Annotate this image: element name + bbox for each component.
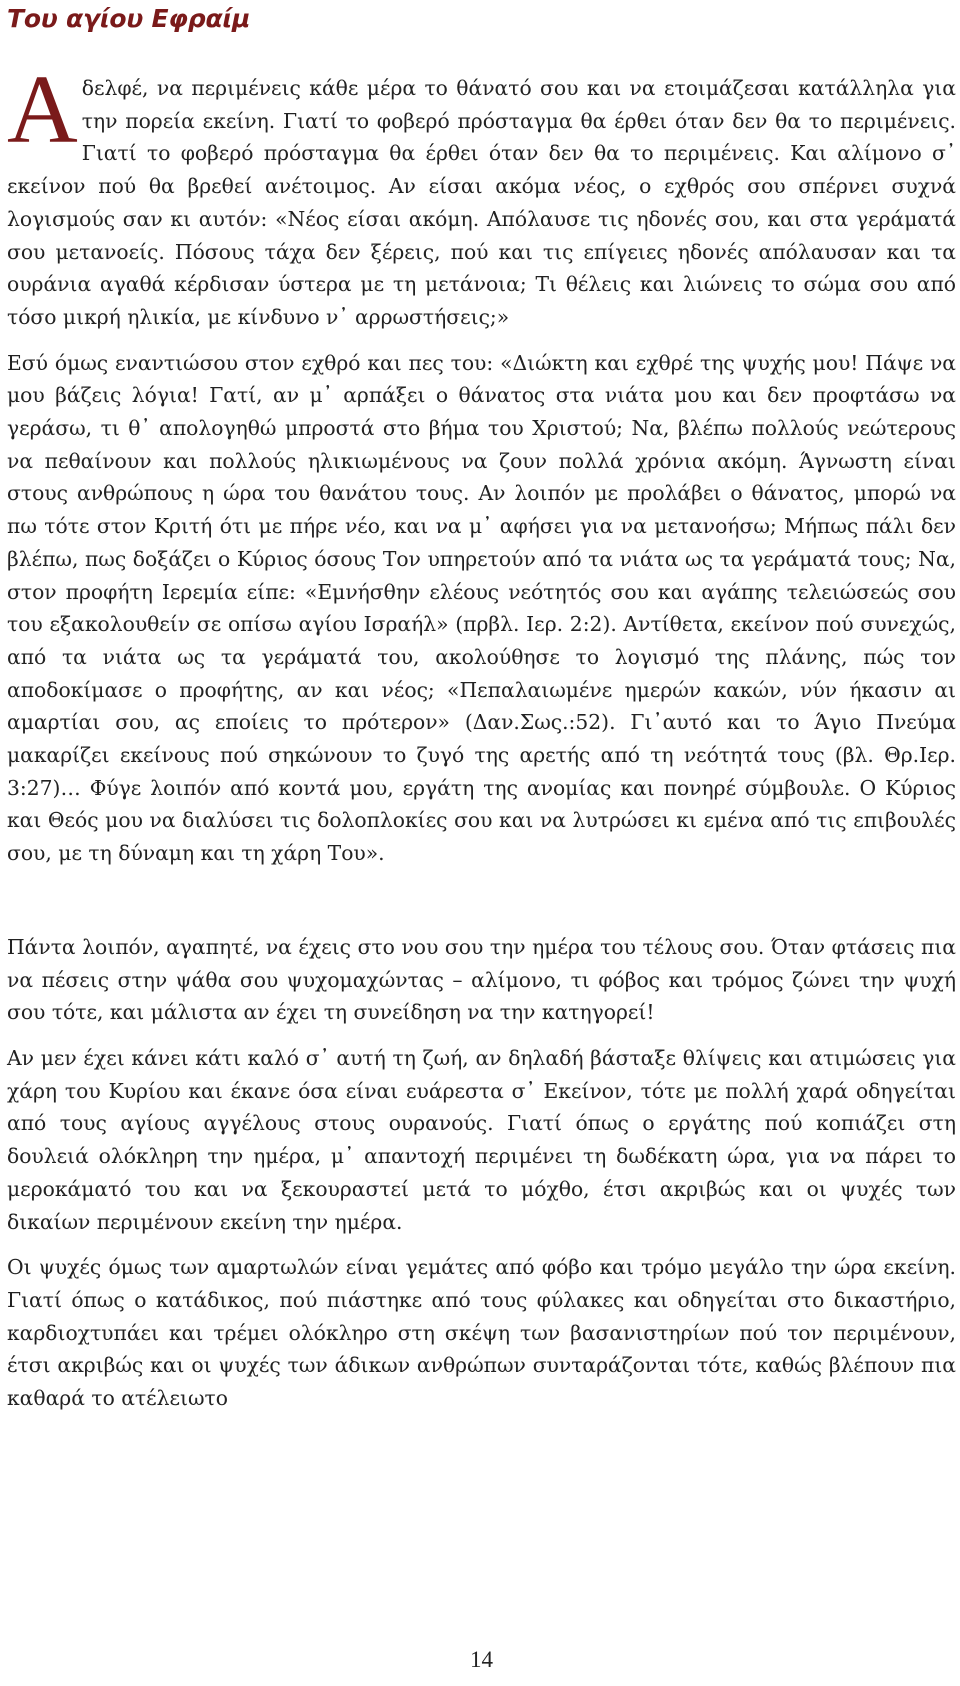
paragraph-5: Οι ψυχές όμως των αμαρτωλών είναι γεμάτες από φόβο και τρόμο μεγάλο την ώρα εκείνη. Γιατί όπως ο κατάδικος, πού πιάστηκε από τους φύλακες και οδηγείται στο δικαστήριο, καρδιοχτυπάει και τρέμει ολόκληρο στη σκέψη των βασανιστηρίων πού τον περιμένουν, έτσι ακριβώς και οι ψυχές των άδικων ανθρώπων συνταράζονται τότε, καθώς βλέπουν πια καθαρά το ατέλειωτο: [7, 1255, 956, 1411]
paragraph-3: Πάντα λοιπόν, αγαπητέ, να έχεις στο νου σου την ημέρα του τέλους σου. Όταν φτάσεις πια να πέσεις στην ψάθα σου ψυχομαχώντας – αλίμονο, τι φόβος και τρόμος ζώνει την ψυχή σου τότε, και μάλιστα αν έχει τη συνείδηση να την κατηγορεί!: [7, 934, 956, 1025]
article-body: [7, 56, 956, 1428]
page-number: 14: [470, 1647, 493, 1672]
paragraph-4: Αν μεν έχει κάνει κάτι καλό σ᾽ αυτή τη ζωή, αν δηλαδή βάσταξε θλίψεις και ατιμώσεις για χάρη του Κυρίου και έκανε όσα είναι ευάρεστα σ᾽ Εκείνον, τότε με πολλή χαρά οδηγείται από τους αγίους αγγέλους στους ουρανούς. Γιατί όπως ο εργάτης πού κοπιάζει στη δουλειά ολόκληρη την ημέρα, μ᾽ απαντοχή περιμένει τη δωδέκατη ώρα, για να πάρει το μεροκάματό του και να ξεκουραστεί μετά το μόχθο, έτσι ακριβώς και οι ψυχές των δικαίων περιμένουν εκείνη την ημέρα.: [7, 1045, 956, 1234]
document-page: [7, 0, 956, 1686]
page-title: Του αγίου Εφραίμ: [7, 4, 251, 33]
drop-cap: Α: [7, 56, 78, 164]
paragraph-2: Εσύ όμως εναντιώσου στον εχθρό και πες του: «Διώκτη και εχθρέ της ψυχής μου! Πάψε να μου βάζεις λόγια! Γατί, αν μ᾽ αρπάξει ο θάνατος στα νιάτα μου και δεν προφτάσω να γεράσω, τι θ᾽ απολογηθώ μπροστά στο βήμα του Χριστού; Να, βλέπω πολλούς νεώτερους να πεθαίνουν και πολλούς ηλικιωμένους να ζουν πολλά χρόνια ακόμη. Άγνωστη είναι στους ανθρώπους η ώρα του θανάτου τους. Αν λοιπόν με προλάβει ο θάνατος, μπορώ να πω τότε στον Κριτή ότι με πήρε νέο, και να μ᾽ αφήσει για να μετανοήσω; Μήπως πάλι δεν βλέπω, πως δοξάζει ο Κύριος όσους Τον υπηρετούν από τα νιάτα ως τα γεράματά τους; Να, στον προφήτη Ιερεμία είπε: «Εμνήσθην ελέους νεότητός σου και αγάπης τελειώσεώς σου του εξακολουθείν σε οπίσω αγίου Ισραήλ» (πρβλ. Ιερ. 2:2). Αντίθετα, εκείνον πού συνεχώς, από τα νιάτα ως τα γεράματά του, ακολούθησε το λογισμό της πλάνης, πώς τον αποδοκίμασε ο προφήτης, αν και νέος; «Πεπαλαιωμένε ημερών κακών, νύν ήκασιν αι αμαρτίαι σου, ας εποίεις το πρότερον» (Δαν.Σως.:52). Γι᾽αυτό και το Άγιο Πνεύμα μακαρίζει εκείνους πού σηκώνουν το ζυγό της αρετής από τη νεότητά τους (βλ. Θρ.Ιερ. 3:27)… Φύγε λοιπόν από κοντά μου, εργάτη της ανομίας και πονηρέ σύμβουλε. Ο Κύριος και Θεός μου να διαλύσει τις δολοπλοκίες σου και να λυτρώσει κι εμένα από τις επιβουλές σου, με τη δύναμη και τη χάρη Του».: [7, 350, 956, 866]
paragraph-1: [7, 56, 956, 334]
paragraph-1-text: δελφέ, να περιμένεις κάθε μέρα το θάνατό σου και να ετοιμάζεσαι κατάλληλα για την πορεία εκείνη. Γιατί το φοβερό πρόσταγμα θα έρθει όταν δεν θα το περιμένεις. Γιατί το φοβερό πρόσταγμα θα έρθει όταν δεν θα το περιμένεις. Και αλίμονο σ᾽ εκείνον πού θα βρεθεί ανέτοιμος. Αν είσαι ακόμα νέος, ο εχθρός σου σπέρνει συχνά λογισμούς σαν κι αυτόν: «Νέος είσαι ακόμη. Απόλαυσε τις ηδονές σου, και στα γεράματά σου μετανοείς. Πόσους τάχα δεν ξέρεις, πού και τις επίγειες ηδονές απόλαυσαν και τα ουράνια αγαθά κέρδισαν ύστερα με τη μετάνοια; Τι θέλεις και λιώνεις το σώμα σου από τόσο μικρή ηλικία, με κίνδυνο ν᾽ αρρωστήσεις;»: [7, 76, 956, 329]
